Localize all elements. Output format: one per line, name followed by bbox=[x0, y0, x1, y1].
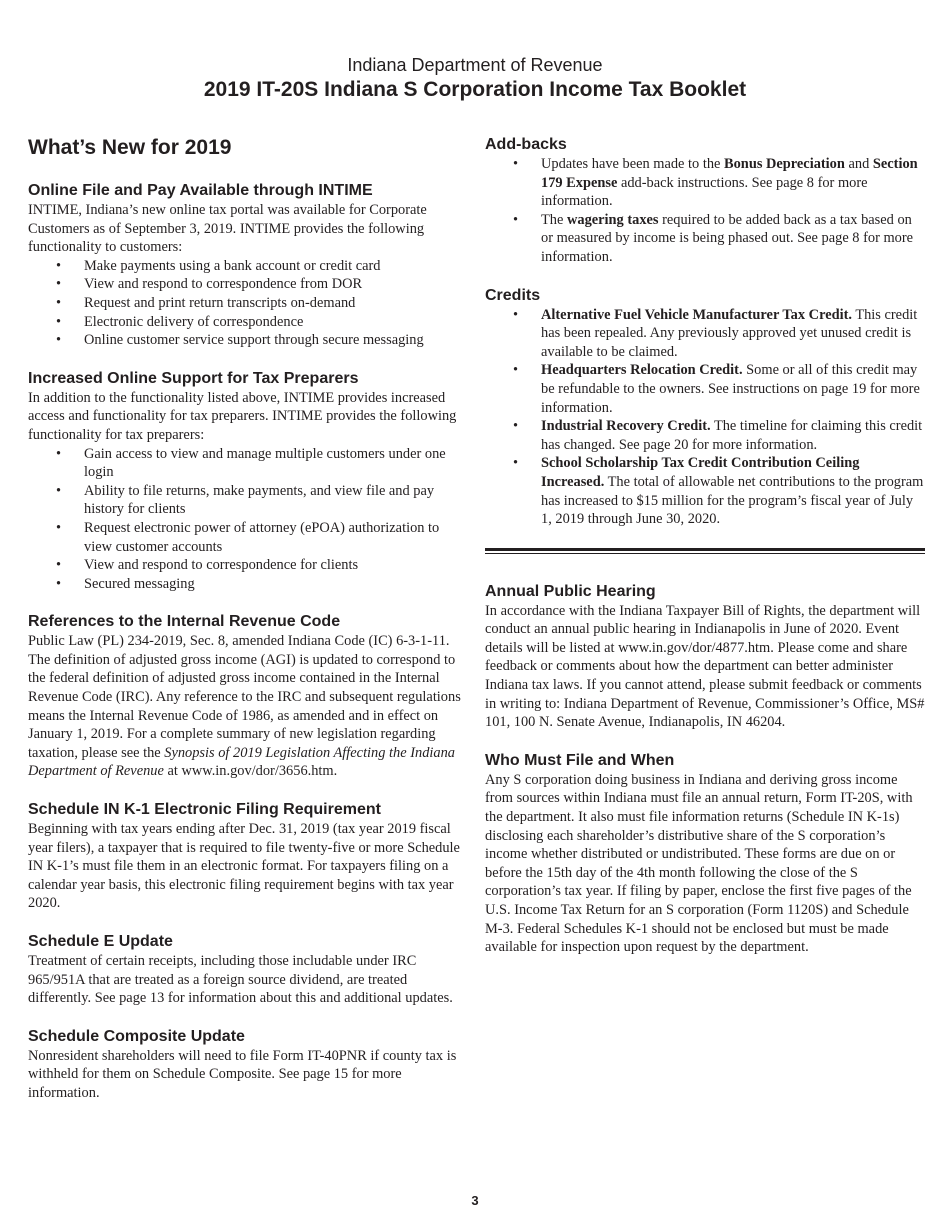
schedule-e-heading: Schedule E Update bbox=[28, 933, 173, 950]
bullet-icon: • bbox=[56, 575, 62, 592]
list-item: • View and respond to correspondence from DOR bbox=[56, 276, 363, 293]
bullet-icon: • bbox=[56, 276, 62, 293]
list-item: • Ability to file returns, make payments, and view file and pay history for clients bbox=[56, 482, 435, 518]
section-divider bbox=[485, 548, 925, 554]
bullet-icon: • bbox=[513, 156, 519, 172]
bullet-icon: • bbox=[56, 445, 62, 462]
bullet-icon: • bbox=[513, 455, 519, 472]
preparers-body: In addition to the functionality listed above, INTIME provides increased access and functionality for tax preparers. INTIME provides the following functionality for tax preparers: bbox=[28, 389, 457, 443]
credits-list bbox=[485, 306, 925, 529]
list-item: • Electronic delivery of correspondence bbox=[56, 313, 304, 330]
right-column bbox=[485, 135, 925, 976]
list-item: • Make payments using a bank account or credit card bbox=[56, 257, 381, 274]
addbacks-heading: Add-backs bbox=[485, 136, 567, 153]
department-name: Indiana Department of Revenue bbox=[347, 55, 603, 75]
list-item: • Request electronic power of attorney (ePOA) authorization to view customer accounts bbox=[56, 519, 440, 555]
k1-body: Beginning with tax years ending after Dec. 31, 2019 (tax year 2019 fiscal year filers), a taxpayer that is required to file twenty-five or more Schedule IN K-1’s must file them in an electronic format. For taxpayers filing on a calendar year basis, this electronic filing requirement begins with tax year 2020. bbox=[28, 821, 460, 912]
hearing-body: In accordance with the Indiana Taxpayer Bill of Rights, the department will conduct an annual public hearing in Indianapolis in June of 2020. Event details will be listed at www.in.gov/dor/4877.htm. Please come and share feedback or comments about how the department can better administer Indiana tax laws. If you cannot attend, please submit feedback or comments in writing to: Indiana Department of Revenue, Commissioner’s Office, MS# 101, 100 N. Senate Avenue, Indianapolis, IN 46204. bbox=[485, 602, 925, 731]
bullet-icon: • bbox=[56, 519, 62, 536]
who-must-file-heading: Who Must File and When bbox=[485, 751, 675, 769]
irc-heading: References to the Internal Revenue Code bbox=[28, 613, 341, 631]
bullet-icon: • bbox=[56, 257, 62, 274]
page-number: 3 bbox=[471, 1193, 479, 1208]
who-must-file-section bbox=[485, 751, 925, 957]
intime-section bbox=[28, 181, 466, 350]
hearing-heading: Annual Public Hearing bbox=[485, 582, 656, 600]
preparers-section bbox=[28, 369, 466, 594]
addbacks-list bbox=[485, 155, 925, 267]
list-item: • Headquarters Relocation Credit. Some or all of this credit may be refundable to the owners. See instructions on page 19 for more information. bbox=[513, 362, 920, 416]
k1-heading: Schedule IN K-1 Electronic Filing Requirement bbox=[28, 801, 381, 819]
credits-section bbox=[485, 286, 925, 529]
list-item: • Request and print return transcripts on-demand bbox=[56, 294, 356, 311]
list-item: • The wagering taxes required to be added back as a tax based on or measured by income is being phased out. See page 8 for more information. bbox=[513, 211, 914, 265]
bullet-icon: • bbox=[56, 482, 62, 499]
intime-list bbox=[28, 257, 466, 350]
bullet-icon: • bbox=[56, 294, 62, 311]
list-item: • Gain access to view and manage multiple customers under one login bbox=[56, 445, 446, 481]
list-item: • View and respond to correspondence for clients bbox=[56, 557, 359, 574]
hearing-section bbox=[485, 582, 925, 732]
bullet-icon: • bbox=[513, 211, 519, 228]
k1-section bbox=[28, 800, 466, 913]
composite-heading: Schedule Composite Update bbox=[28, 1027, 245, 1045]
list-item: • Industrial Recovery Credit. The timeline for claiming this credit has changed. See page 20 for more information. bbox=[513, 418, 923, 453]
synopsis-title: Synopsis of 2019 Legislation Affecting the Indiana Department of Revenue bbox=[28, 744, 455, 780]
bullet-icon: • bbox=[56, 557, 62, 574]
preparers-list bbox=[28, 445, 466, 594]
composite-section bbox=[28, 1027, 466, 1103]
list-item: • School Scholarship Tax Credit Contribution Ceiling Increased. The total of allowable net contributions to the program has increased to $15 million for the program’s fiscal year of July 1, 2019 through June 30, 2020. bbox=[513, 455, 924, 528]
intime-heading: Online File and Pay Available through INTIME bbox=[28, 182, 373, 199]
list-item: • Alternative Fuel Vehicle Manufacturer Tax Credit. This credit has been repealed. Any previously approved yet unused credit is available to be claimed. bbox=[513, 306, 918, 360]
intime-body: INTIME, Indiana’s new online tax portal was available for Corporate Customers as of September 3, 2019. INTIME provides the following functionality to customers: bbox=[28, 202, 427, 256]
list-item: • Online customer service support through secure messaging bbox=[56, 332, 424, 349]
irc-body: Public Law (PL) 234-2019, Sec. 8, amended Indiana Code (IC) 6-3-1-11. The definition of adjusted gross income (AGI) is updated to correspond to the federal definition of adjusted gross income contained in the Internal Revenue Code (IRC). Any reference to the IRC and subsequent regulations means the Internal Revenue Code of 1986, as amended and in effect on January 1, 2019. For a complete summary of new legislation regarding taxation, please see the Synopsis of 2019 Legislation Affecting the Indiana Department of Revenue at www.in.gov/dor/3656.htm. bbox=[28, 633, 461, 780]
bullet-icon: • bbox=[56, 313, 62, 330]
list-item: • Updates have been made to the Bonus Depreciation and Section 179 Expense add-back instructions. See page 8 for more information. bbox=[513, 156, 918, 210]
credits-heading: Credits bbox=[485, 286, 541, 304]
irc-section bbox=[28, 612, 466, 781]
addbacks-section bbox=[485, 135, 925, 267]
schedule-e-body: Treatment of certain receipts, including those includable under IRC 965/951A that are treated as a foreign source dividend, are treated differently. See page 13 for information about this and additional updates. bbox=[28, 953, 453, 1007]
left-column bbox=[28, 135, 466, 1122]
booklet-title: 2019 IT-20S Indiana S Corporation Income Tax Booklet bbox=[203, 78, 747, 101]
bullet-icon: • bbox=[513, 418, 519, 435]
booklet-header bbox=[0, 54, 950, 104]
preparers-heading: Increased Online Support for Tax Preparers bbox=[28, 369, 359, 387]
schedule-e-section bbox=[28, 932, 466, 1008]
composite-body: Nonresident shareholders will need to file Form IT-40PNR if county tax is withheld for them on Schedule Composite. See page 15 for more information. bbox=[28, 1047, 457, 1101]
bullet-icon: • bbox=[513, 306, 519, 323]
bullet-icon: • bbox=[56, 332, 62, 349]
list-item: • Secured messaging bbox=[56, 575, 195, 592]
whats-new-heading: What’s New for 2019 bbox=[28, 136, 232, 159]
who-must-file-body: Any S corporation doing business in Indiana and deriving gross income from sources within Indiana must file an annual return, Form IT-20S, with the department. It also must file information returns (Schedule IN K-1s) disclosing each shareholder’s distributive share of the S corporation’s income whether distributed or undistributed. These forms are due on or before the 15th day of the 4th month following the close of the S corporation’s tax year. If filing by paper, enclose the first five pages of the U.S. Income Tax Return for an S corporation (Form 1120S) and Schedule M-3. Federal Schedules K-1 should not be enclosed but must be made available for inspection upon request by the department. bbox=[485, 771, 913, 956]
bullet-icon: • bbox=[513, 362, 519, 379]
